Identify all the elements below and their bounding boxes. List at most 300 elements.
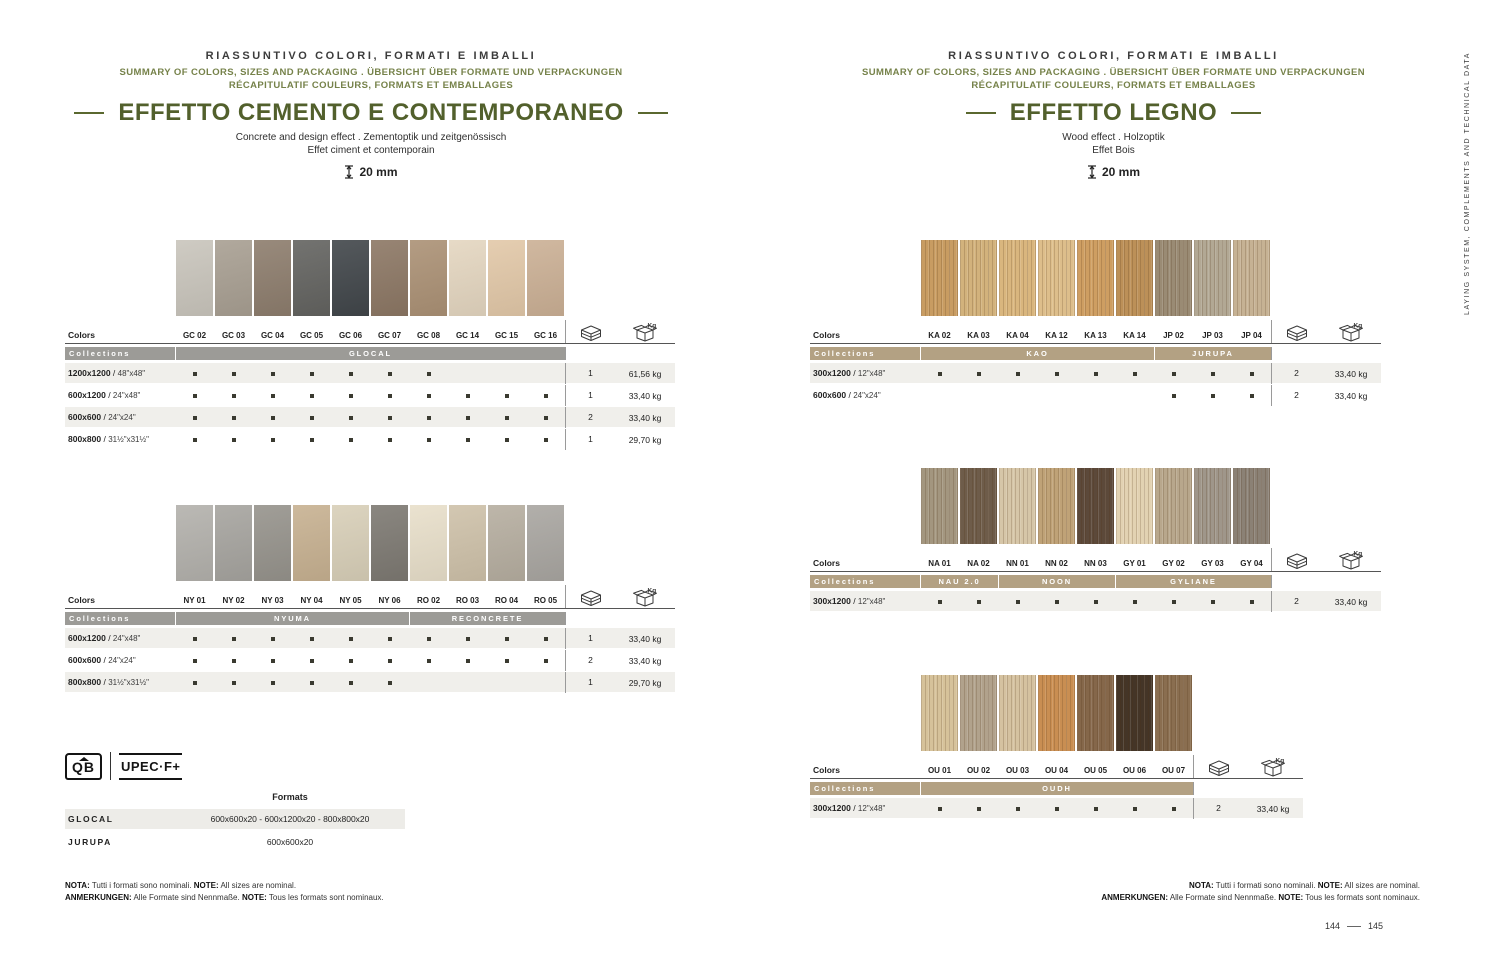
color-swatch (1194, 240, 1231, 316)
swatch-cell (1115, 675, 1154, 751)
box-weight-kg-icon (1338, 321, 1365, 342)
collections-label: Collections (810, 575, 920, 588)
availability-cell (526, 386, 565, 406)
svg-text:Kg: Kg (647, 322, 656, 330)
swatch-cell (487, 240, 526, 316)
color-code: GC 06 (338, 331, 363, 340)
size-row (810, 385, 1381, 405)
formats-row (65, 832, 405, 852)
availability-cell (331, 673, 370, 693)
upec-label: UPEC·F+ (119, 753, 182, 780)
tile-stack-icon (579, 590, 603, 607)
availability-dot (310, 394, 314, 398)
color-code: GY 01 (1123, 559, 1146, 568)
color-code: NN 02 (1045, 559, 1068, 568)
availability-dot (505, 637, 509, 641)
availability-dot (310, 681, 314, 685)
weight-per-box: 33,40 kg (628, 633, 662, 644)
availability-dot (232, 394, 236, 398)
availability-cell (175, 651, 214, 671)
availability-dot (544, 416, 548, 420)
availability-cell (370, 651, 409, 671)
availability-dot (349, 659, 353, 663)
availability-cell (959, 386, 998, 406)
pieces-per-box-header (565, 320, 615, 343)
availability-dot (505, 659, 509, 663)
collections-label: Collections (810, 782, 920, 795)
table-header-row (810, 320, 1381, 344)
availability-dot (1055, 372, 1059, 376)
swatch-cell (959, 675, 998, 751)
collections-label: Collections (65, 347, 175, 360)
pieces-per-box: 1 (565, 672, 615, 693)
thickness-icon (1087, 165, 1097, 179)
note-line: NOTA: Tutti i formati sono nominali. NOTE: All sizes are nominal. (65, 881, 297, 890)
availability-cell (1193, 364, 1232, 384)
size-row (65, 407, 675, 427)
weight-per-box: 29,70 kg (628, 677, 662, 688)
swatch-cell (526, 240, 565, 316)
color-code: NY 05 (339, 596, 362, 605)
page-title: EFFETTO CEMENTO E CONTEMPORANEO (118, 99, 624, 126)
color-swatch (449, 240, 486, 316)
swatch-spacer (65, 505, 175, 581)
pieces-per-box: 1 (565, 429, 615, 450)
availability-cell (448, 430, 487, 450)
color-swatch (921, 675, 958, 751)
availability-dot (1211, 372, 1215, 376)
availability-dot (1094, 807, 1098, 811)
table-header-row (65, 585, 675, 609)
collection-name: OUDH (920, 782, 1193, 795)
availability-cell (370, 430, 409, 450)
swatch-cell (1154, 468, 1193, 544)
color-code: NA 01 (928, 559, 951, 568)
availability-cell (1115, 364, 1154, 384)
swatch-spacer (1271, 468, 1321, 544)
availability-dot (193, 659, 197, 663)
color-code: KA 02 (928, 331, 951, 340)
swatch-strip (65, 240, 675, 316)
color-code: NY 01 (183, 596, 206, 605)
collection-name: GLOCAL (175, 347, 565, 360)
swatch-cell (214, 240, 253, 316)
header-line2: SUMMARY OF COLORS, SIZES AND PACKAGING . ÜBERSICHT ÜBER FORMATE UND VERPACKUNGEN (119, 67, 623, 78)
color-swatch (999, 675, 1036, 751)
availability-dot (977, 372, 981, 376)
availability-cell (253, 364, 292, 384)
availability-dot (1172, 600, 1176, 604)
availability-dot (1055, 807, 1059, 811)
size-label: 600x600 / 24"x24" (68, 412, 136, 422)
color-swatch (1038, 240, 1075, 316)
availability-cell (253, 651, 292, 671)
availability-cell (331, 386, 370, 406)
availability-cell (253, 430, 292, 450)
colors-sizes-table (65, 505, 675, 694)
size-label: 1200x1200 / 48"x48" (68, 368, 146, 378)
availability-dot (1016, 807, 1020, 811)
availability-dot (388, 659, 392, 663)
header-line1: RIASSUNTIVO COLORI, FORMATI E IMBALLI (948, 50, 1279, 62)
pieces-per-box-header (1193, 755, 1243, 778)
availability-dot (938, 807, 942, 811)
weight-per-box: 33,40 kg (1256, 803, 1290, 814)
availability-dot (427, 372, 431, 376)
availability-cell (1115, 386, 1154, 406)
color-code: GC 02 (182, 331, 207, 340)
availability-cell (370, 673, 409, 693)
certification-block (65, 752, 182, 780)
notes-left (65, 880, 384, 905)
color-swatch (527, 240, 564, 316)
color-swatch (293, 240, 330, 316)
collections-label: Collections (810, 347, 920, 360)
availability-dot (271, 394, 275, 398)
availability-dot (232, 438, 236, 442)
availability-dot (193, 681, 197, 685)
color-code: GC 07 (377, 331, 402, 340)
color-code: KA 03 (967, 331, 990, 340)
collections-spacer (565, 612, 615, 625)
weight-per-box-header (1321, 320, 1381, 343)
availability-dot (388, 394, 392, 398)
thickness-row (742, 165, 1485, 179)
color-code: NY 03 (261, 596, 284, 605)
edge-vertical-text: LAYING SYSTEM, COMPLEMENTS AND TECHNICAL DATA (1464, 52, 1471, 315)
formats-rows (65, 809, 405, 852)
title-rule-right (1231, 112, 1261, 114)
availability-cell (487, 364, 526, 384)
availability-cell (448, 673, 487, 693)
color-code: KA 12 (1045, 331, 1068, 340)
size-row (65, 363, 675, 383)
swatch-cell (1193, 240, 1232, 316)
availability-cell (1154, 799, 1193, 819)
availability-cell (175, 430, 214, 450)
collection-name: NYUMA (175, 612, 409, 625)
header-line3: RÉCAPITULATIF COULEURS, FORMATS ET EMBALLAGES (971, 80, 1256, 91)
swatch-cell (448, 505, 487, 581)
size-row (65, 650, 675, 670)
swatch-cell (175, 240, 214, 316)
availability-dot (193, 394, 197, 398)
availability-cell (1037, 592, 1076, 612)
color-swatch (960, 675, 997, 751)
availability-dot (1172, 372, 1176, 376)
swatch-cell (1037, 468, 1076, 544)
color-swatch (527, 505, 564, 581)
collections-row (810, 347, 1381, 360)
colors-sizes-table (810, 468, 1381, 613)
availability-cell (175, 673, 214, 693)
page-header-left (0, 50, 742, 179)
availability-cell (409, 386, 448, 406)
availability-cell (959, 364, 998, 384)
formats-title: Formats (272, 792, 308, 802)
color-swatch (1038, 468, 1075, 544)
swatch-spacer (565, 240, 615, 316)
color-swatch (293, 505, 330, 581)
size-label: 800x800 / 31½"x31½" (68, 677, 150, 687)
availability-dot (938, 600, 942, 604)
pieces-per-box-header (1271, 548, 1321, 571)
availability-cell (1037, 386, 1076, 406)
color-swatch (1077, 468, 1114, 544)
collections-spacer (1243, 782, 1303, 795)
color-code: GY 03 (1201, 559, 1224, 568)
color-swatch (371, 505, 408, 581)
color-swatch (1116, 240, 1153, 316)
swatch-cell (1076, 675, 1115, 751)
availability-cell (1193, 386, 1232, 406)
availability-cell (370, 629, 409, 649)
color-swatch (999, 468, 1036, 544)
swatch-spacer (1271, 240, 1321, 316)
availability-dot (310, 372, 314, 376)
availability-cell (175, 364, 214, 384)
availability-dot (388, 637, 392, 641)
availability-dot (349, 416, 353, 420)
availability-cell (214, 651, 253, 671)
weight-per-box-header (615, 585, 675, 608)
availability-dot (349, 637, 353, 641)
color-swatch (1155, 675, 1192, 751)
colors-label: Colors (68, 595, 95, 605)
availability-cell (253, 629, 292, 649)
collections-row (65, 347, 675, 360)
formats-collection: GLOCAL (68, 814, 114, 824)
availability-dot (466, 394, 470, 398)
availability-cell (292, 364, 331, 384)
swatch-cell (370, 505, 409, 581)
qb-logo (65, 753, 102, 780)
availability-dot (388, 438, 392, 442)
availability-dot (427, 637, 431, 641)
swatch-cell (1193, 468, 1232, 544)
swatch-spacer (65, 240, 175, 316)
availability-dot (544, 637, 548, 641)
availability-cell (1076, 364, 1115, 384)
page-left (0, 0, 742, 968)
availability-cell (448, 651, 487, 671)
availability-cell (1076, 799, 1115, 819)
color-code: GC 03 (221, 331, 246, 340)
availability-dot (193, 372, 197, 376)
availability-cell (448, 386, 487, 406)
weight-per-box: 29,70 kg (628, 434, 662, 445)
weight-per-box-header (1243, 755, 1303, 778)
collection-name: JURUPA (1154, 347, 1271, 360)
availability-dot (232, 372, 236, 376)
swatch-cell (1037, 675, 1076, 751)
collections-spacer (1271, 575, 1321, 588)
swatch-cell (920, 240, 959, 316)
availability-cell (214, 430, 253, 450)
availability-cell (331, 408, 370, 428)
size-label: 600x600 / 24"x24" (68, 655, 136, 665)
availability-cell (292, 651, 331, 671)
pieces-per-box: 2 (1271, 363, 1321, 384)
color-swatch (1233, 240, 1270, 316)
availability-cell (292, 430, 331, 450)
thickness-value: 20 mm (359, 165, 398, 179)
collections-spacer (565, 347, 615, 360)
colors-label: Colors (813, 765, 840, 775)
size-label: 300x1200 / 12"x48" (813, 803, 886, 813)
availability-cell (214, 386, 253, 406)
swatch-strip (810, 240, 1381, 316)
availability-dot (977, 807, 981, 811)
color-swatch (254, 505, 291, 581)
availability-dot (271, 372, 275, 376)
collections-spacer (1321, 575, 1381, 588)
swatch-cell (331, 505, 370, 581)
availability-cell (370, 364, 409, 384)
pieces-per-box: 2 (565, 650, 615, 671)
availability-cell (448, 408, 487, 428)
pieces-per-box: 2 (1271, 591, 1321, 612)
color-swatch (1194, 468, 1231, 544)
color-swatch (332, 505, 369, 581)
availability-cell (409, 430, 448, 450)
availability-cell (998, 386, 1037, 406)
collection-name: GYLIANE (1115, 575, 1271, 588)
box-weight-kg-icon (1338, 549, 1365, 570)
availability-cell (292, 408, 331, 428)
swatch-cell (959, 240, 998, 316)
availability-cell (331, 364, 370, 384)
availability-dot (193, 637, 197, 641)
color-swatch (1116, 468, 1153, 544)
swatch-cell (1076, 468, 1115, 544)
availability-dot (310, 416, 314, 420)
availability-cell (331, 430, 370, 450)
collection-name: RECONCRETE (409, 612, 565, 625)
colors-sizes-table (810, 240, 1381, 407)
collection-title-row (0, 99, 742, 127)
availability-cell (1232, 592, 1271, 612)
page-title: EFFETTO LEGNO (1009, 99, 1218, 126)
pieces-per-box-header (1271, 320, 1321, 343)
color-code: OU 01 (927, 766, 952, 775)
page-number-right: 145 (1367, 921, 1383, 931)
availability-cell (1115, 799, 1154, 819)
page-right (742, 0, 1485, 968)
color-code: NY 04 (300, 596, 323, 605)
collections-spacer (615, 612, 675, 625)
swatch-spacer (1243, 675, 1303, 751)
size-row (65, 672, 675, 692)
color-swatch (1155, 240, 1192, 316)
swatch-cell (959, 468, 998, 544)
availability-dot (349, 372, 353, 376)
availability-dot (271, 637, 275, 641)
availability-cell (175, 408, 214, 428)
availability-dot (505, 394, 509, 398)
color-swatch (449, 505, 486, 581)
subtitle-2: Effet Bois (1092, 145, 1135, 156)
availability-cell (526, 430, 565, 450)
weight-per-box: 33,40 kg (628, 655, 662, 666)
availability-cell (253, 386, 292, 406)
availability-dot (271, 681, 275, 685)
availability-dot (427, 438, 431, 442)
availability-cell (1232, 386, 1271, 406)
availability-dot (193, 416, 197, 420)
swatch-cell (1154, 240, 1193, 316)
availability-dot (1133, 600, 1137, 604)
header-line1: RIASSUNTIVO COLORI, FORMATI E IMBALLI (205, 50, 537, 62)
availability-dot (310, 637, 314, 641)
formats-row (65, 809, 405, 829)
availability-cell (1193, 592, 1232, 612)
weight-per-box: 33,40 kg (628, 390, 662, 401)
availability-cell (448, 364, 487, 384)
availability-cell (331, 651, 370, 671)
color-code: KA 14 (1123, 331, 1146, 340)
weight-per-box: 33,40 kg (1334, 368, 1368, 379)
availability-dot (271, 438, 275, 442)
availability-cell (487, 408, 526, 428)
color-code: RO 03 (455, 596, 480, 605)
qb-roof-icon (79, 757, 89, 761)
size-row (810, 591, 1381, 611)
color-swatch (215, 505, 252, 581)
swatch-strip (65, 505, 675, 581)
availability-dot (349, 394, 353, 398)
weight-per-box-header (615, 320, 675, 343)
availability-dot (544, 438, 548, 442)
table-header-row (810, 548, 1381, 572)
weight-per-box: 61,56 kg (628, 368, 662, 379)
swatch-spacer (565, 505, 615, 581)
availability-cell (526, 408, 565, 428)
availability-cell (920, 592, 959, 612)
availability-cell (1076, 592, 1115, 612)
swatch-cell (292, 505, 331, 581)
swatch-cell (1154, 675, 1193, 751)
availability-dot (1094, 600, 1098, 604)
availability-cell (292, 386, 331, 406)
availability-dot (232, 659, 236, 663)
availability-dot (938, 372, 942, 376)
formats-table (65, 792, 405, 855)
pieces-per-box: 1 (565, 385, 615, 406)
tile-stack-icon (579, 325, 603, 342)
svg-text:Kg: Kg (647, 587, 656, 595)
availability-cell (487, 386, 526, 406)
collections-spacer (1193, 782, 1243, 795)
swatch-cell (920, 675, 959, 751)
availability-dot (349, 438, 353, 442)
availability-dot (977, 600, 981, 604)
availability-cell (1037, 799, 1076, 819)
color-code: GC 04 (260, 331, 285, 340)
availability-dot (466, 659, 470, 663)
color-code: NA 02 (967, 559, 990, 568)
box-weight-kg-icon (632, 321, 659, 342)
size-row (65, 385, 675, 405)
page-header-right (742, 50, 1485, 179)
color-code: JP 02 (1163, 331, 1184, 340)
availability-cell (1037, 364, 1076, 384)
availability-cell (370, 386, 409, 406)
color-swatch (999, 240, 1036, 316)
availability-cell (448, 629, 487, 649)
pieces-per-box-header (565, 585, 615, 608)
color-code: KA 13 (1084, 331, 1107, 340)
